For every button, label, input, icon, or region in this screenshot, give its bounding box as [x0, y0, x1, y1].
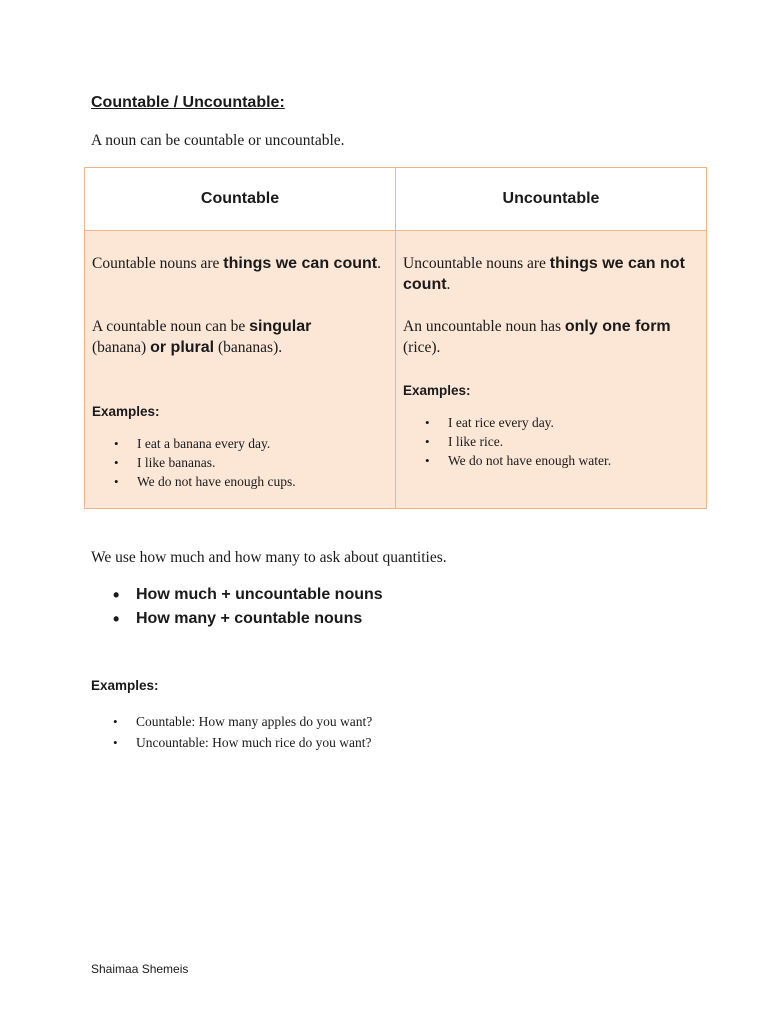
countable-forms: A countable noun can be singular (banana) or plural (bananas).	[92, 318, 312, 356]
list-item: • Countable: How many apples do you want?	[91, 712, 372, 731]
header-countable: Countable	[85, 168, 396, 231]
uncountable-examples-heading: Examples:	[403, 383, 471, 398]
comparison-table	[84, 167, 707, 509]
list-item: • How many + countable nouns	[91, 607, 383, 631]
header-uncountable: Uncountable	[396, 168, 707, 231]
list-item: • I like bananas.	[92, 453, 389, 472]
countable-examples-list	[92, 434, 389, 491]
countable-definition: Countable nouns are things we can count.	[92, 255, 381, 272]
list-item: • Uncountable: How much rice do you want?	[91, 733, 372, 752]
uncountable-definition: Uncountable nouns are things we can not count.	[403, 255, 685, 293]
page-title: Countable / Uncountable:	[91, 94, 285, 111]
list-item: • We do not have enough cups.	[92, 472, 389, 491]
uncountable-forms: An uncountable noun has only one form (rice).	[403, 318, 671, 356]
intro-text: A noun can be countable or uncountable.	[91, 132, 345, 149]
list-item: • We do not have enough water.	[403, 451, 700, 470]
cell-countable	[85, 231, 396, 509]
list-item: • I like rice.	[403, 432, 700, 451]
uncountable-examples-list	[403, 413, 700, 470]
rules-list	[91, 583, 383, 631]
list-item: • I eat rice every day.	[403, 413, 700, 432]
examples-list	[91, 712, 372, 752]
footer-author: Shaimaa Shemeis	[91, 962, 189, 976]
countable-examples-heading: Examples:	[92, 404, 160, 419]
quantities-text: We use how much and how many to ask about quantities.	[91, 549, 447, 566]
list-item: • I eat a banana every day.	[92, 434, 389, 453]
list-item: • How much + uncountable nouns	[91, 583, 383, 607]
cell-uncountable	[396, 231, 707, 509]
examples-heading: Examples:	[91, 678, 159, 693]
